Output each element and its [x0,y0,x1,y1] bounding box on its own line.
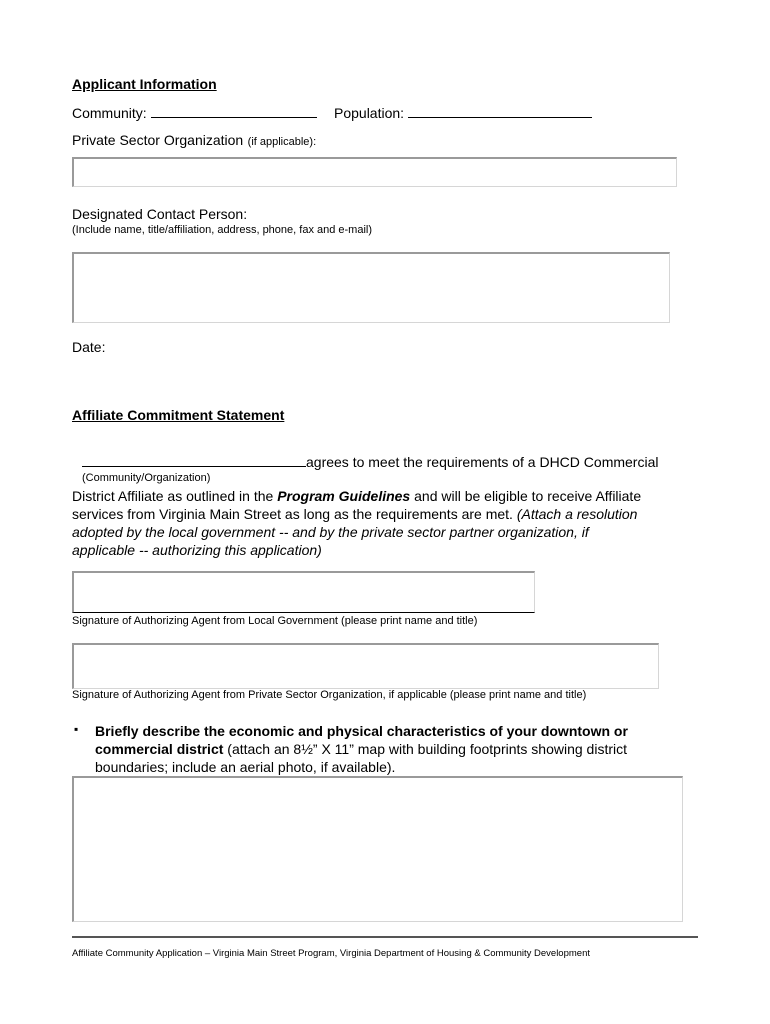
population-row [334,105,592,121]
question-line2-rest: (attach an 8½” X 11” map with building footprints showing district [223,741,627,757]
question-bold-line1: Briefly describe the economic and physical characteristics of your downtown or [95,723,628,739]
district-description-input[interactable] [72,776,683,922]
footer-rule [72,936,698,938]
p1-rest-text: and will be eligible to receive Affiliate [410,488,642,504]
commitment-line1 [82,454,658,470]
private-org-input[interactable] [72,157,677,187]
population-label: Population: [334,105,405,121]
community-label: Community: [72,105,147,121]
p3-italic-text: adopted by the local government -- and by the private sector partner organization, if [72,524,589,540]
program-guidelines-text: Program Guidelines [277,488,411,504]
private-org-note: (if applicable): [247,136,317,148]
private-org-label: Private Sector Organization [72,132,244,148]
contact-label: Designated Contact Person: [72,206,248,222]
signature-private-sector-label: Signature of Authorizing Agent from Private Sector Organization, if applicable (please print name and title) [72,689,587,701]
community-blank[interactable] [151,105,317,118]
bullet-square-icon: ▪ [74,722,79,736]
question-bold-line2: commercial district [95,741,224,757]
commitment-paragraph [72,487,712,559]
population-blank[interactable] [408,105,592,118]
p2-text: services from Virginia Main Street as long as the requirements are met. [72,506,517,522]
p1-text: District Affiliate as outlined in the [72,488,278,504]
p4-italic-text: applicable -- authorizing this application) [72,542,322,558]
applicant-information-heading: Applicant Information [72,76,217,92]
question-line3: boundaries; include an aerial photo, if available). [95,759,396,775]
community-organization-blank[interactable] [82,454,306,467]
private-org-row [72,132,316,150]
community-row [72,105,317,121]
signature-local-government-input[interactable] [72,571,535,613]
signature-local-government-label: Signature of Authorizing Agent from Local Government (please print name and title) [72,615,478,627]
commitment-line1-text: agrees to meet the requirements of a DHCD Commercial [306,454,659,470]
date-label: Date: [72,339,106,355]
contact-note: (Include name, title/affiliation, address, phone, fax and e-mail) [72,224,373,236]
contact-input[interactable] [72,252,670,323]
community-organization-label: (Community/Organization) [82,472,211,484]
p2-italic-text: (Attach a resolution [516,506,638,522]
question-paragraph [95,722,715,776]
signature-private-sector-input[interactable] [72,643,659,689]
footer-text: Affiliate Community Application – Virginia Main Street Program, Virginia Department of Housing & Community Development [72,948,590,959]
affiliate-commitment-heading: Affiliate Commitment Statement [72,407,285,423]
